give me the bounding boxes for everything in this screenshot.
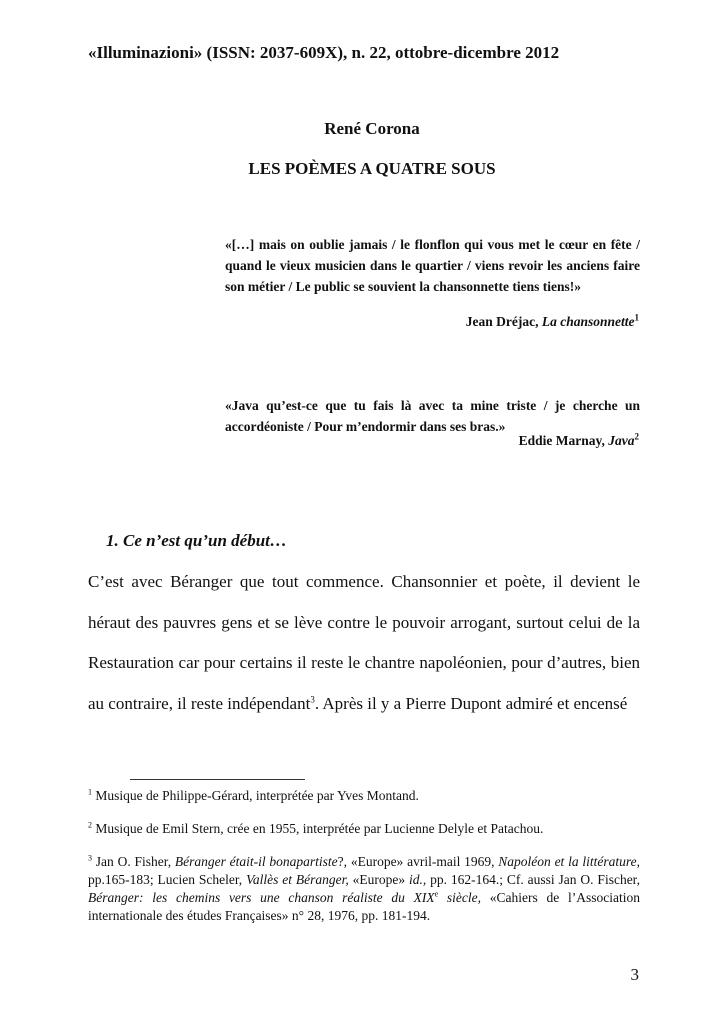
body-paragraph xyxy=(88,562,640,724)
footnote-2 xyxy=(88,820,640,838)
footnote-2-text: Musique de Emil Stern, crée en 1955, interprétée par Lucienne Delyle et Patachou. xyxy=(92,821,544,836)
epigraph-2-attribution xyxy=(519,433,639,449)
footnote-3-title: Béranger était-il bonapartiste xyxy=(174,854,338,869)
footnote-3-part: pp. 162-164.; Cf. aussi Jan O. Fischer, xyxy=(426,872,641,887)
epigraph-2-text: «Java qu’est-ce que tu fais là avec ta mine triste / je cherche un accordéoniste / Pour m’endormir dans ses bras.» xyxy=(225,398,640,434)
footnote-3-title: Béranger: les chemins vers une chanson réaliste du XIX xyxy=(88,890,435,905)
body-text-1: C’est avec Béranger que tout commence. Chansonnier et poète, il devient le héraut des pauvres gens et se lève contre le pouvoir arrogant, surtout celui de la Restauration car pour certains il reste le chantre napoléonien, pour d’autres, bien au contraire, il reste indépendant xyxy=(88,572,640,713)
epigraph-1-attribution xyxy=(466,314,639,330)
footnote-ref-2[interactable]: 2 xyxy=(634,431,639,442)
epigraph-2-work: Java xyxy=(608,433,635,448)
footnote-3-number: 3 xyxy=(88,853,92,863)
footnote-3-title: id., xyxy=(408,872,427,887)
epigraph-1-text: «[…] mais on oublie jamais / le flonflon qui vous met le cœur en fête / quand le vieux musicien dans le quartier / viens revoir les anciens faire son métier / Le public se souvient la chansonnette tiens tiens!» xyxy=(225,237,640,294)
journal-header: «Illuminazioni» (ISSN: 2037-609X), n. 22, ottobre-dicembre 2012 xyxy=(88,43,560,62)
page-number: 3 xyxy=(630,965,639,984)
footnote-3-part: «Europe» xyxy=(348,872,409,887)
footnote-3-part: , pp.165-183; Lucien Scheler, xyxy=(88,854,640,887)
footnote-ref-3[interactable]: 3 xyxy=(310,693,315,704)
footnote-1 xyxy=(88,787,640,805)
epigraph-2-author: Eddie Marnay, xyxy=(518,433,609,448)
epigraph-1-work: La chansonnette xyxy=(541,314,635,329)
footnote-3-part: Jan O. Fisher, xyxy=(92,854,175,869)
footnote-3-part: ?, «Europe» avril-mail 1969, xyxy=(337,854,499,869)
footnote-3-title: siècle, xyxy=(438,890,482,905)
article-author: René Corona xyxy=(324,119,420,138)
epigraph-1-author: Jean Dréjac, xyxy=(465,314,542,329)
body-text-2: . Après il y a Pierre Dupont admiré et encensé xyxy=(314,693,628,713)
section-heading: 1. Ce n’est qu’un début… xyxy=(106,531,287,550)
article-title: LES POÈMES A QUATRE SOUS xyxy=(248,159,496,178)
footnote-2-number: 2 xyxy=(88,820,92,830)
footnote-1-text: Musique de Philippe-Gérard, interprétée par Yves Montand. xyxy=(92,788,419,803)
footnote-3-part: «Cahiers de l’Association internationale des études Françaises» n° 28, 1976, pp. 181-194. xyxy=(88,890,640,923)
footnote-ref-1[interactable]: 1 xyxy=(634,312,639,323)
footnote-3-title: Napoléon et la littérature xyxy=(498,854,637,869)
footnote-divider xyxy=(130,779,305,780)
footnote-1-number: 1 xyxy=(88,787,92,797)
footnote-3-title: Vallès et Béranger, xyxy=(246,872,349,887)
footnote-3-superscript: e xyxy=(434,889,439,899)
footnote-3 xyxy=(88,853,640,925)
